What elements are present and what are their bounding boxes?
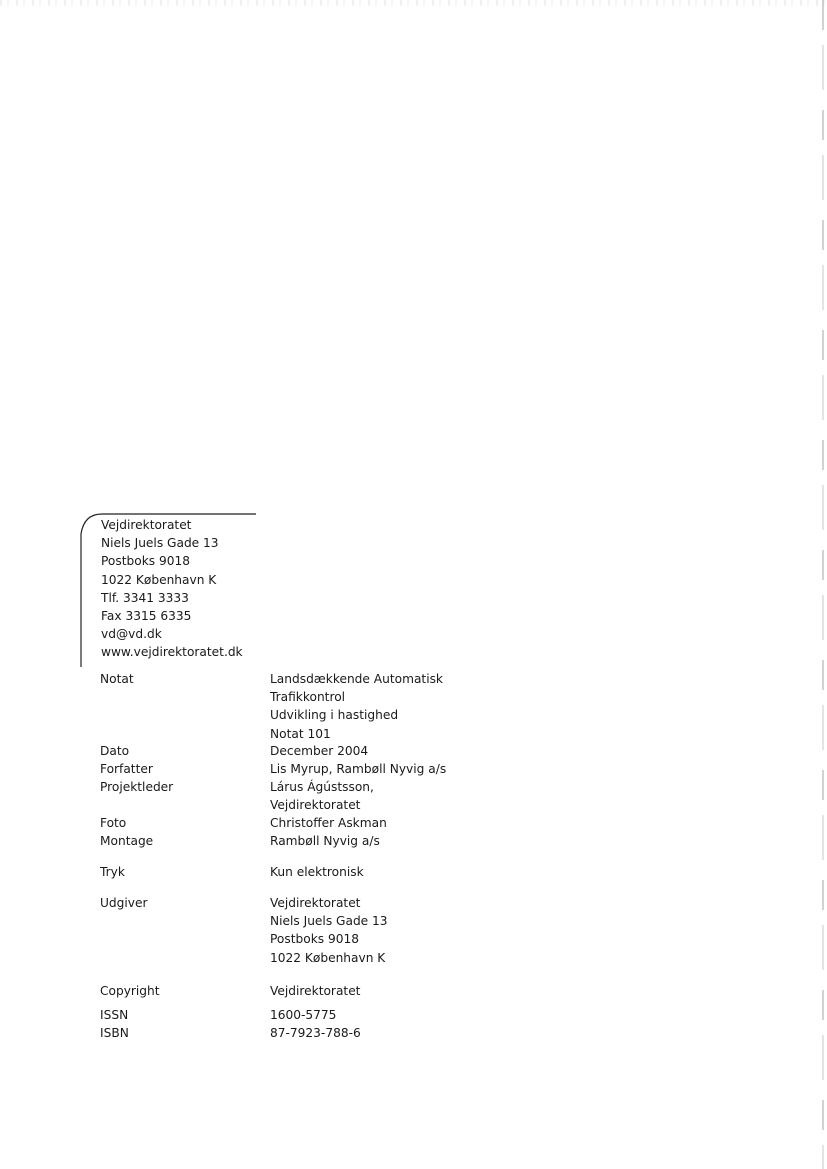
colophon-value [270, 742, 520, 760]
address-email: vd@vd.dk [101, 627, 162, 642]
colophon-value [270, 1006, 520, 1024]
colophon-label: Projektleder [100, 780, 174, 794]
value-line: Udvikling i hastighed [270, 708, 399, 723]
value-line: Trafikkontrol [270, 690, 346, 705]
value-line: Vejdirektoratet [270, 798, 361, 813]
colophon-label: Forfatter [100, 762, 153, 776]
value-line: December 2004 [270, 744, 369, 758]
scan-noise-top [0, 0, 827, 6]
value-line: Kun elektronisk [270, 865, 364, 879]
value-line: Niels Juels Gade 13 [270, 914, 388, 929]
colophon-row-foto [100, 814, 520, 832]
colophon-row-tryk [100, 863, 520, 881]
colophon-row-montage [100, 832, 520, 850]
address-po-box: Postboks 9018 [101, 554, 190, 569]
value-line: 1022 København K [270, 950, 386, 965]
value-line: 87-7923-788-6 [270, 1026, 361, 1040]
value-line: Christoffer Askman [270, 816, 387, 830]
value-line: Lárus Ágústsson, [270, 780, 374, 794]
value-line: Rambøll Nyvig a/s [270, 834, 380, 848]
value-line: Vejdirektoratet [270, 896, 361, 910]
colophon-label: Notat [100, 672, 134, 686]
address-street: Niels Juels Gade 13 [101, 536, 219, 551]
colophon-value [270, 670, 520, 743]
colophon-row-issn [100, 1006, 520, 1024]
colophon-row-isbn [100, 1024, 520, 1042]
colophon-row-udgiver [100, 894, 520, 967]
colophon-label: Copyright [100, 984, 160, 998]
value-line: Notat 101 [270, 726, 331, 741]
colophon-row-notat [100, 670, 520, 743]
address-lines [101, 516, 243, 662]
colophon-value [270, 863, 520, 881]
colophon-row-projektleder [100, 778, 520, 814]
value-line: 1600-5775 [270, 1008, 337, 1022]
colophon-label: Foto [100, 816, 127, 830]
colophon-value [270, 778, 520, 814]
colophon-label: Montage [100, 834, 154, 848]
colophon-row-copyright [100, 982, 520, 1000]
sender-address-block [80, 512, 256, 667]
colophon-value [270, 982, 520, 1000]
value-line: Postboks 9018 [270, 932, 359, 947]
address-city: 1022 København K [101, 572, 217, 587]
address-fax: Fax 3315 6335 [101, 608, 192, 623]
colophon-value [270, 760, 520, 778]
value-line: Lis Myrup, Rambøll Nyvig a/s [270, 762, 447, 776]
address-website: www.vejdirektoratet.dk [101, 645, 243, 660]
colophon-value [270, 1024, 520, 1042]
address-phone: Tlf. 3341 3333 [101, 590, 189, 605]
value-line: Vejdirektoratet [270, 984, 361, 998]
colophon-value [270, 832, 520, 850]
colophon-row-dato [100, 742, 520, 760]
colophon-value [270, 894, 520, 967]
colophon-label: ISSN [100, 1008, 129, 1022]
colophon-label: Udgiver [100, 896, 148, 910]
address-org-name: Vejdirektoratet [101, 518, 192, 532]
colophon-row-forfatter [100, 760, 520, 778]
colophon-label: Tryk [100, 865, 125, 879]
colophon-label: ISBN [100, 1026, 129, 1040]
value-line: Landsdækkende Automatisk [270, 672, 443, 686]
colophon-label: Dato [100, 744, 130, 758]
scan-noise-right [822, 0, 824, 1169]
colophon-value [270, 814, 520, 832]
